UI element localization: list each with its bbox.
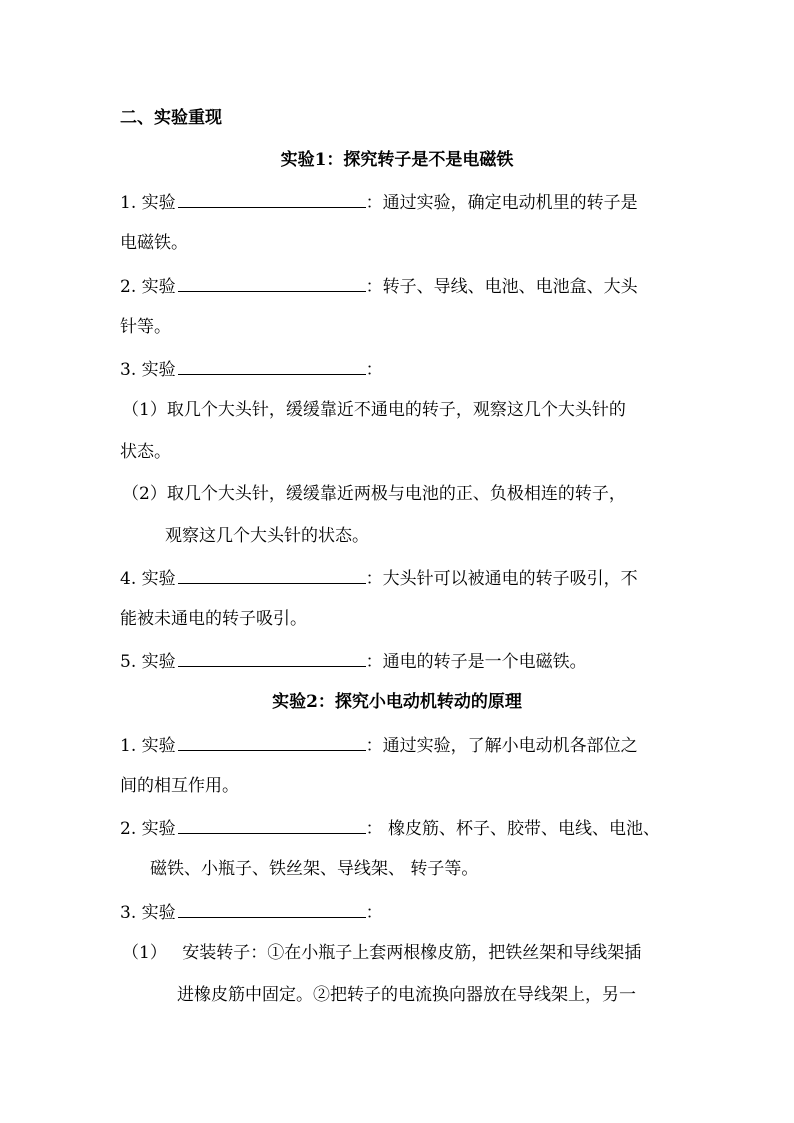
item-number: 2. 实验 [120, 277, 176, 297]
exp1-item-2 [120, 275, 680, 297]
item-number: 1. 实验 [120, 193, 176, 213]
exp1-item-4 [120, 567, 680, 589]
answer-blank[interactable] [178, 734, 366, 751]
exp2-item-3 [120, 901, 680, 923]
exp1-step-1: （1）取几个大头针，缓缓靠近不通电的转子，观察这几个大头针的 [122, 400, 626, 420]
item-text: ： 橡皮筋、杯子、胶带、电线、电池、 [365, 819, 661, 839]
exp1-item-4-continued: 能被未通电的转子吸引。 [120, 609, 307, 629]
exp1-step-2: （2）取几个大头针，缓缓靠近两极与电池的正、负极相连的转子， [122, 484, 626, 504]
experiment-1-title: 实验1：探究转子是不是电磁铁 [280, 150, 514, 170]
exp1-item-1 [120, 191, 680, 213]
exp2-item-1 [120, 734, 680, 756]
exp1-item-5 [120, 650, 680, 672]
experiment-2-title: 实验2：探究小电动机转动的原理 [272, 692, 522, 712]
section-heading: 二、实验重现 [120, 108, 222, 128]
item-text: ：转子、导线、电池、电池盒、大头 [365, 277, 638, 297]
item-text: ： [365, 360, 383, 380]
answer-blank[interactable] [178, 567, 366, 584]
exp2-item-1-continued: 间的相互作用。 [120, 776, 239, 796]
answer-blank[interactable] [178, 191, 366, 208]
exp1-item-2-continued: 针等。 [120, 317, 171, 337]
item-text: ：通过实验，了解小电动机各部位之 [365, 736, 638, 756]
item-text: ：通电的转子是一个电磁铁。 [365, 652, 587, 672]
answer-blank[interactable] [178, 817, 366, 834]
item-number: 4. 实验 [120, 569, 176, 589]
exp2-item-2-continued: 磁铁、小瓶子、铁丝架、导线架、 转子等。 [150, 859, 479, 879]
item-number: 5. 实验 [120, 652, 176, 672]
exp1-item-1-continued: 电磁铁。 [120, 233, 188, 253]
step-text: 安装转子：①在小瓶子上套两根橡皮筋，把铁丝架和导线架插 [182, 943, 642, 963]
item-number: 1. 实验 [120, 736, 176, 756]
answer-blank[interactable] [178, 650, 366, 667]
item-number: 2. 实验 [120, 819, 176, 839]
exp2-step-1-continued: 进橡皮筋中固定。②把转子的电流换向器放在导线架上，另一 [177, 985, 636, 1005]
item-text: ：通过实验，确定电动机里的转子是 [365, 193, 638, 213]
exp2-item-2 [120, 817, 680, 839]
exp1-step-1-continued: 状态。 [120, 442, 171, 462]
exp2-step-1 [122, 943, 682, 963]
exp1-item-3 [120, 358, 680, 380]
exp1-step-2-continued: 观察这几个大头针的状态。 [165, 526, 369, 546]
item-number: 3. 实验 [120, 903, 176, 923]
item-text: ：大头针可以被通电的转子吸引，不 [365, 569, 638, 589]
step-label: （1） [122, 943, 167, 963]
answer-blank[interactable] [178, 275, 366, 292]
answer-blank[interactable] [178, 358, 366, 375]
answer-blank[interactable] [178, 901, 366, 918]
item-number: 3. 实验 [120, 360, 176, 380]
item-text: ： [365, 903, 383, 923]
